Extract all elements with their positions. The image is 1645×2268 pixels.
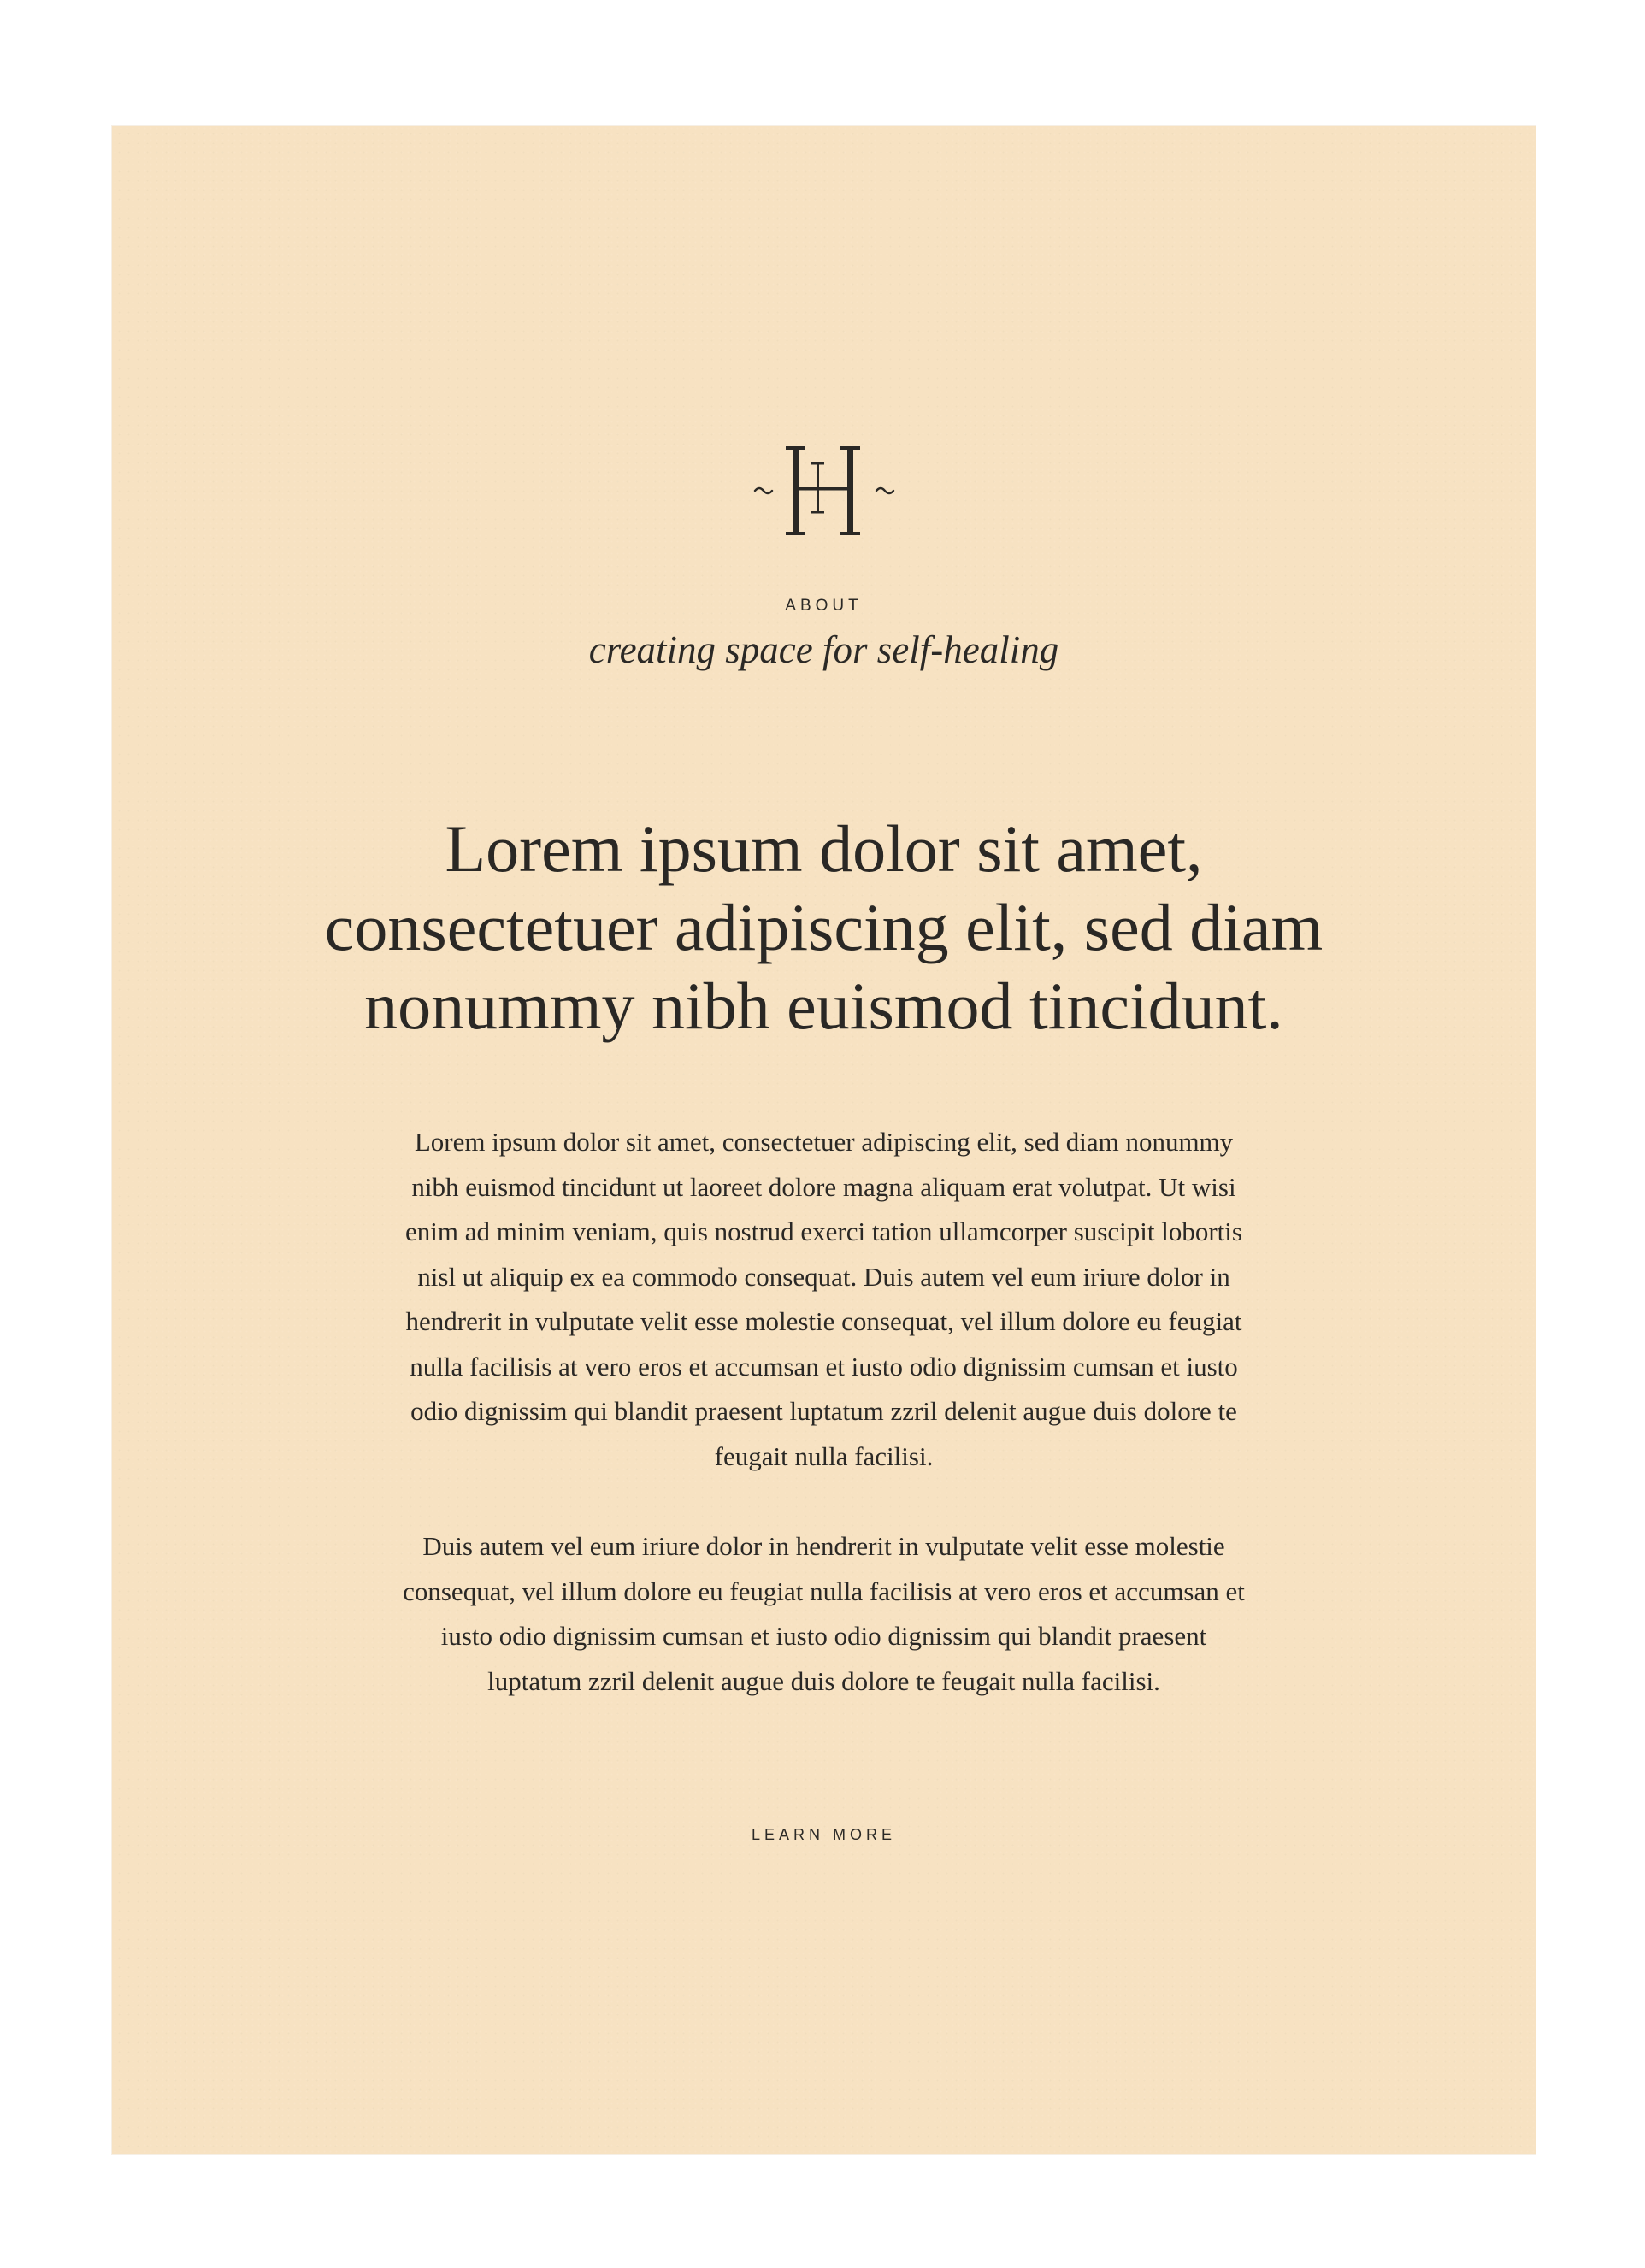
paragraph-line: nibh euismod tincidunt ut laoreet dolore magna aliquam erat volutpat. Ut wisi xyxy=(411,1171,1236,1202)
section-eyebrow: ABOUT xyxy=(785,597,863,615)
paragraph-line: enim ad minim veniam, quis nostrud exerci tation ullamcorper suscipit lobortis xyxy=(405,1216,1242,1246)
paragraph-line: odio dignissim qui blandit praesent luptatum zzril delenit augue duis dolore te xyxy=(410,1396,1237,1426)
logo xyxy=(112,438,1536,540)
paragraph-line: feugait nulla facilisi. xyxy=(714,1440,934,1471)
paragraph-line: iusto odio dignissim cumsan et iusto odio dignissim qui blandit praesent xyxy=(440,1621,1207,1651)
paper-card xyxy=(112,126,1536,2154)
section-tagline: creating space for self-healing xyxy=(588,628,1059,671)
paragraph-line: Lorem ipsum dolor sit amet, consectetuer adipiscing elit, sed diam nonummy xyxy=(414,1127,1234,1157)
paragraph-line: nisl ut aliquip ex ea commodo consequat. Duis autem vel eum iriure dolor in xyxy=(417,1261,1230,1292)
paragraph-line: nulla facilisis at vero eros et accumsan et iusto odio dignissim cumsan et iusto xyxy=(410,1351,1238,1381)
headline-line: nonummy nibh euismod tincidunt. xyxy=(364,969,1283,1043)
headline-line: consectetuer adipiscing elit, sed diam xyxy=(324,890,1324,964)
paragraph-line: consequat, vel illum dolore eu feugiat nulla facilisis at vero eros et accumsan et xyxy=(403,1576,1245,1606)
headline-line: Lorem ipsum dolor sit amet, xyxy=(445,811,1203,886)
body-paragraph-2 xyxy=(112,1524,1536,1704)
paragraph-line: luptatum zzril delenit augue duis dolore te feugait nulla facilisi. xyxy=(487,1665,1160,1696)
learn-more-link[interactable]: LEARN MORE xyxy=(751,1826,897,1843)
paragraph-line: hendrerit in vulputate velit esse molestie consequat, vel illum dolore eu feugiat xyxy=(405,1306,1242,1336)
about-section xyxy=(112,126,1536,2154)
headline xyxy=(112,810,1536,1046)
monogram-h-icon xyxy=(743,438,905,540)
body-paragraph-1 xyxy=(112,1120,1536,1479)
paragraph-line: Duis autem vel eum iriure dolor in hendrerit in vulputate velit esse molestie xyxy=(422,1531,1225,1561)
